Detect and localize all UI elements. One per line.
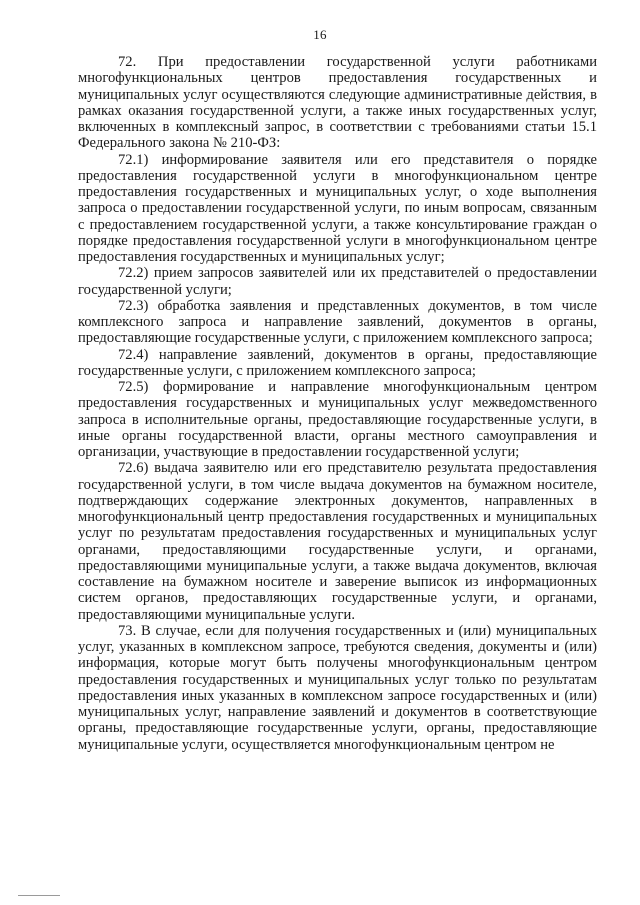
paragraph-72-2: 72.2) прием запросов заявителей или их представителей о предоставлении государственной услуги; bbox=[78, 265, 597, 298]
paragraph-72: 72. При предоставлении государственной услуги работниками многофункциональных центров предоставления государственных и муниципальных услуг осуществляются следующие административные действия, в рамках оказания государственной услуги, а также иных государственных услуг, включенных в комплексный запрос, в соответствии с требованиями статьи 15.1 Федерального закона № 210-ФЗ: bbox=[78, 54, 597, 152]
page-number: 16 bbox=[313, 27, 327, 42]
paragraph-73: 73. В случае, если для получения государственных и (или) муниципальных услуг, указанных в комплексном запросе, требуются сведения, документы и (или) информация, которые могут быть получены многофункциональным центром предоставления государственных и муниципальных услуг только по результатам предоставления иных указанных в комплексном запросе государственных и (или) муниципальных услуг, направление заявлений и документов в соответствующие органы, предоставляющие государственные услуги, органы, предоставляющие муниципальные услуги, осуществляется многофункциональным центром не bbox=[78, 622, 597, 753]
paragraph-72-6: 72.6) выдача заявителю или его представителю результата предоставления государственной услуги, в том числе выдача документов на бумажном носителе, подтверждающих содержание электронных документов, направленных в многофункциональный центр предоставления государственных и муниципальных услуг по результатам предоставления государственных и муниципальных услуг органами, предоставляющими государственные услуги, и органами, предоставляющими муниципальные услуги, а также выдача документов, включая составление на бумажном носителе и заверение выписок из информационных систем органов, предоставляющих государственные услуги, и органами, предоставляющими муниципальные услуги. bbox=[78, 460, 597, 623]
document-body bbox=[78, 54, 597, 753]
paragraph-72-1: 72.1) информирование заявителя или его представителя о порядке предоставления государственной услуги в многофункциональном центре предоставления государственных и муниципальных услуг, о ходе выполнения запроса о предоставлении государственной услуги, по иным вопросам, связанным с предоставлением государственной услуги, а также консультирование граждан о порядке предоставления государственной услуги в многофункциональном центре предоставления государственных и муниципальных услуг; bbox=[78, 151, 597, 265]
paragraph-72-4: 72.4) направление заявлений, документов в органы, предоставляющие государственные услуги, с приложением комплексного запроса; bbox=[78, 346, 597, 379]
paragraph-72-3: 72.3) обработка заявления и представленных документов, в том числе комплексного запроса и направление заявлений, документов в органы, предоставляющие государственные услуги, с приложением комплексного запроса; bbox=[78, 297, 597, 347]
paragraph-72-5: 72.5) формирование и направление многофункциональным центром предоставления государственных и муниципальных услуг межведомственного запроса в исполнительные органы, предоставляющие государственные услуги, в иные органы государственной власти, органы местного самоуправления и организации, участвующие в предоставлении государственной услуги; bbox=[78, 379, 597, 460]
footer-divider bbox=[18, 895, 60, 896]
